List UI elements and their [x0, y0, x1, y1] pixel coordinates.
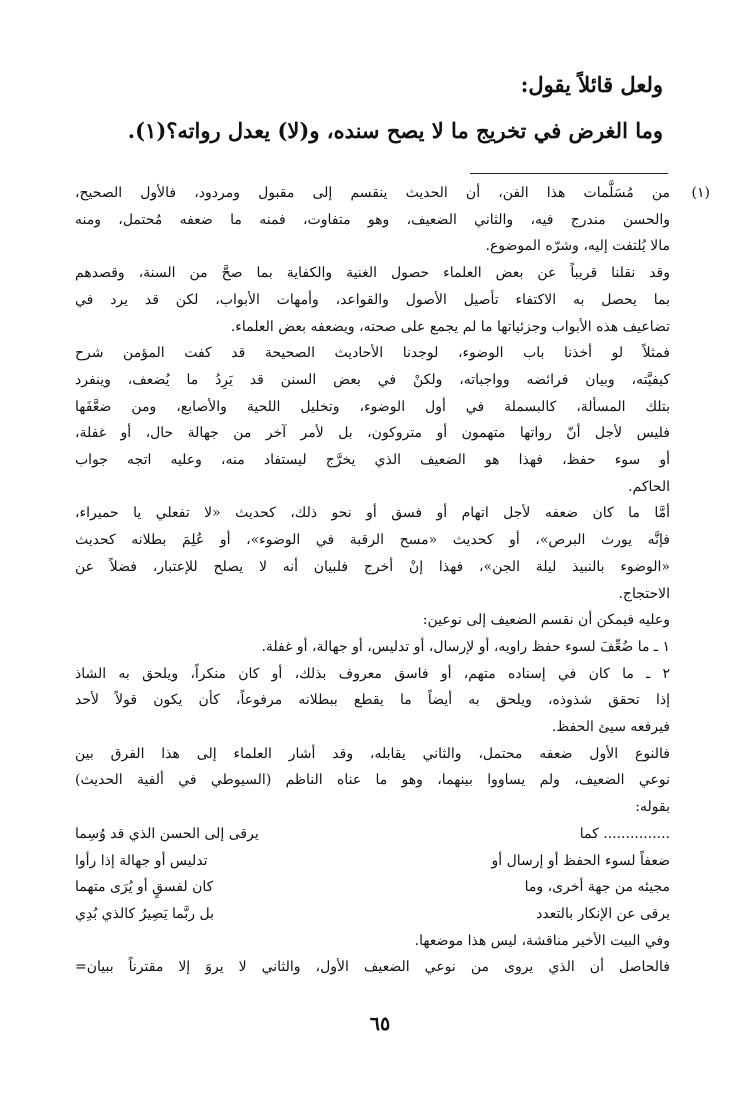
footnote-line: فيرفعه سيئ الحفظ. [551, 719, 670, 736]
footnote-line: بتلك المسألة، كالبسملة في أول الوضوء، وتخليل اللحية والأصابع، ومن ضعَّفَها [75, 398, 670, 415]
footnote-line: «الوضوء بالنبيذ ليلة الجن»، فهذا إنْ أخرج فلبيان أنه لا يصلح للإعتبار، فضلاً عن [75, 558, 670, 575]
footnote-line: إذا تحقق شذوذه، ويلحق به أيضاً ما يقطع ببطلانه مرفوعاً، كأن يكون قولاً لأحد [75, 692, 670, 709]
page-number: ٦٥ [369, 1013, 391, 1035]
footnote-number: (١) [691, 185, 710, 201]
footnote-line: مالا يُلتفت إليه، وشرّه الموضوع. [485, 238, 670, 255]
main-text-line-2: وما الغرض في تخريج ما لا يصح سنده، و(لا) يعدل رواته؟(١). [127, 118, 663, 143]
footnote-line: أو سوء حفظ، فهذا هو الضعيف الذي يخرَّج ليستفاد منه، وعليه اتجه جواب [75, 452, 670, 469]
footnote-line: ٢ ـ ما كان في إسناده متهم، أو فاسق معروف بذلك، أو كان منكراً، ويلحق به الشاذ [75, 665, 670, 682]
footnote-line: كيفيَّته، وبيان فرائضه وواجباته، ولكنْ في بعض السنن قد يَرِدُ ما يُضعف، وينفرد [75, 371, 670, 388]
verse-first-hemistich: ضعفاً لسوء الحفظ أو إرسال أو [491, 852, 670, 869]
footnote-separator [470, 173, 668, 174]
footnote-line: بما يحصل به الاكتفاء تأصيل الأصول والقواعد، وأمهات الأبواب، لكن قد يرد في [75, 291, 670, 308]
footnote-line: فمثلاً لو أخذنا باب الوضوء، لوجدنا الأحاديث الصحيحة قد كفت المؤمن شرح [75, 345, 670, 362]
verse-second-hemistich: بل ربَّما يَصِيرُ كالذي بُدِي [75, 905, 215, 922]
verse-second-hemistich: كان لفسقٍ أو يُرَى متهما [75, 879, 214, 896]
verse-first-hemistich: يرقى عن الإنكار بالتعدد [536, 905, 670, 922]
footnote-line: وعليه فيمكن أن نقسم الضعيف إلى نوعين: [422, 612, 670, 629]
main-text-line-1: ولعل قائلاً يقول: [520, 72, 663, 97]
footnote-line: فالنوع الأول ضعفه محتمل، والثاني يقابله، وقد أشار العلماء إلى هذا الفرق بين [75, 745, 670, 762]
footnote-line: وقد نقلنا قريباً عن بعض العلماء حصول الغنية والكفاية بما صحَّ من السنة، وقصدهم [75, 265, 670, 282]
footnote-line: والحسن مندرج فيه، والثاني الضعيف، وهو متفاوت، فمنه ما ضعفه مُحتمل، ومنه [75, 211, 670, 228]
poem-verse [75, 874, 710, 901]
footnote-line: فليس لأجل أنّ رواتها متهمون أو متروكون، بل لأمر آخر من جهالة حال، أو غفلة، [75, 425, 670, 442]
footnote-line: بقوله: [635, 799, 670, 816]
footnote-line: فإنَّه يورث البرص»، أو كحديث «مسح الرقبة في الوضوء»، أو عُلِمَ بطلانه كحديث [75, 532, 670, 549]
footnote-line: فالحاصل أن الذي يروى من نوعي الضعيف الأول، والثاني لا يروَ إلا مقترناً ببيان= [75, 959, 670, 976]
footnote-block [75, 180, 710, 981]
poem-verse [75, 901, 710, 928]
verse-second-hemistich: يرقى إلى الحسن الذي قد وُسِما [75, 825, 259, 842]
footnote-line: تضاعيف هذه الأبواب وجزئياتها ما لم يجمع على صحته، ويضعفه بعض العلماء. [230, 318, 670, 335]
verse-first-hemistich: ............... كما [579, 825, 670, 842]
verse-second-hemistich: تدليس أو جهالة إذا رأوا [75, 852, 208, 869]
footnote-line: وفي البيت الأخير مناقشة، ليس هذا موضعها. [414, 932, 670, 949]
footnote-line: نوعي الضعيف، ولم يساووا بينهما، وهو ما عناه الناظم (السيوطي في ألفية الحديث) [75, 772, 670, 789]
footnote-line: الاحتجاج. [618, 585, 670, 602]
footnote-line [75, 180, 710, 207]
poem-verse [75, 821, 710, 848]
verse-first-hemistich: مجيئه من جهة أخرى، وما [524, 879, 670, 896]
footnote-line: ١ ـ ما ضُعِّفَ لسوء حفظ راويه، أو لإرسال، أو تدليس، أو جهالة، أو غفلة. [261, 638, 670, 655]
footnote-line: الحاكم. [628, 478, 670, 495]
footnote-line: أمَّا ما كان ضعفه لأجل اتهام أو فسق أو نحو ذلك، كحديث «لا تفعلي يا حميراء، [75, 505, 670, 522]
footnote-line-text: من مُسَلَّمات هذا الفن، أن الحديث ينقسم إلى مقبول ومردود، فالأول الصحيح، [75, 185, 670, 201]
poem-verse [75, 848, 710, 875]
